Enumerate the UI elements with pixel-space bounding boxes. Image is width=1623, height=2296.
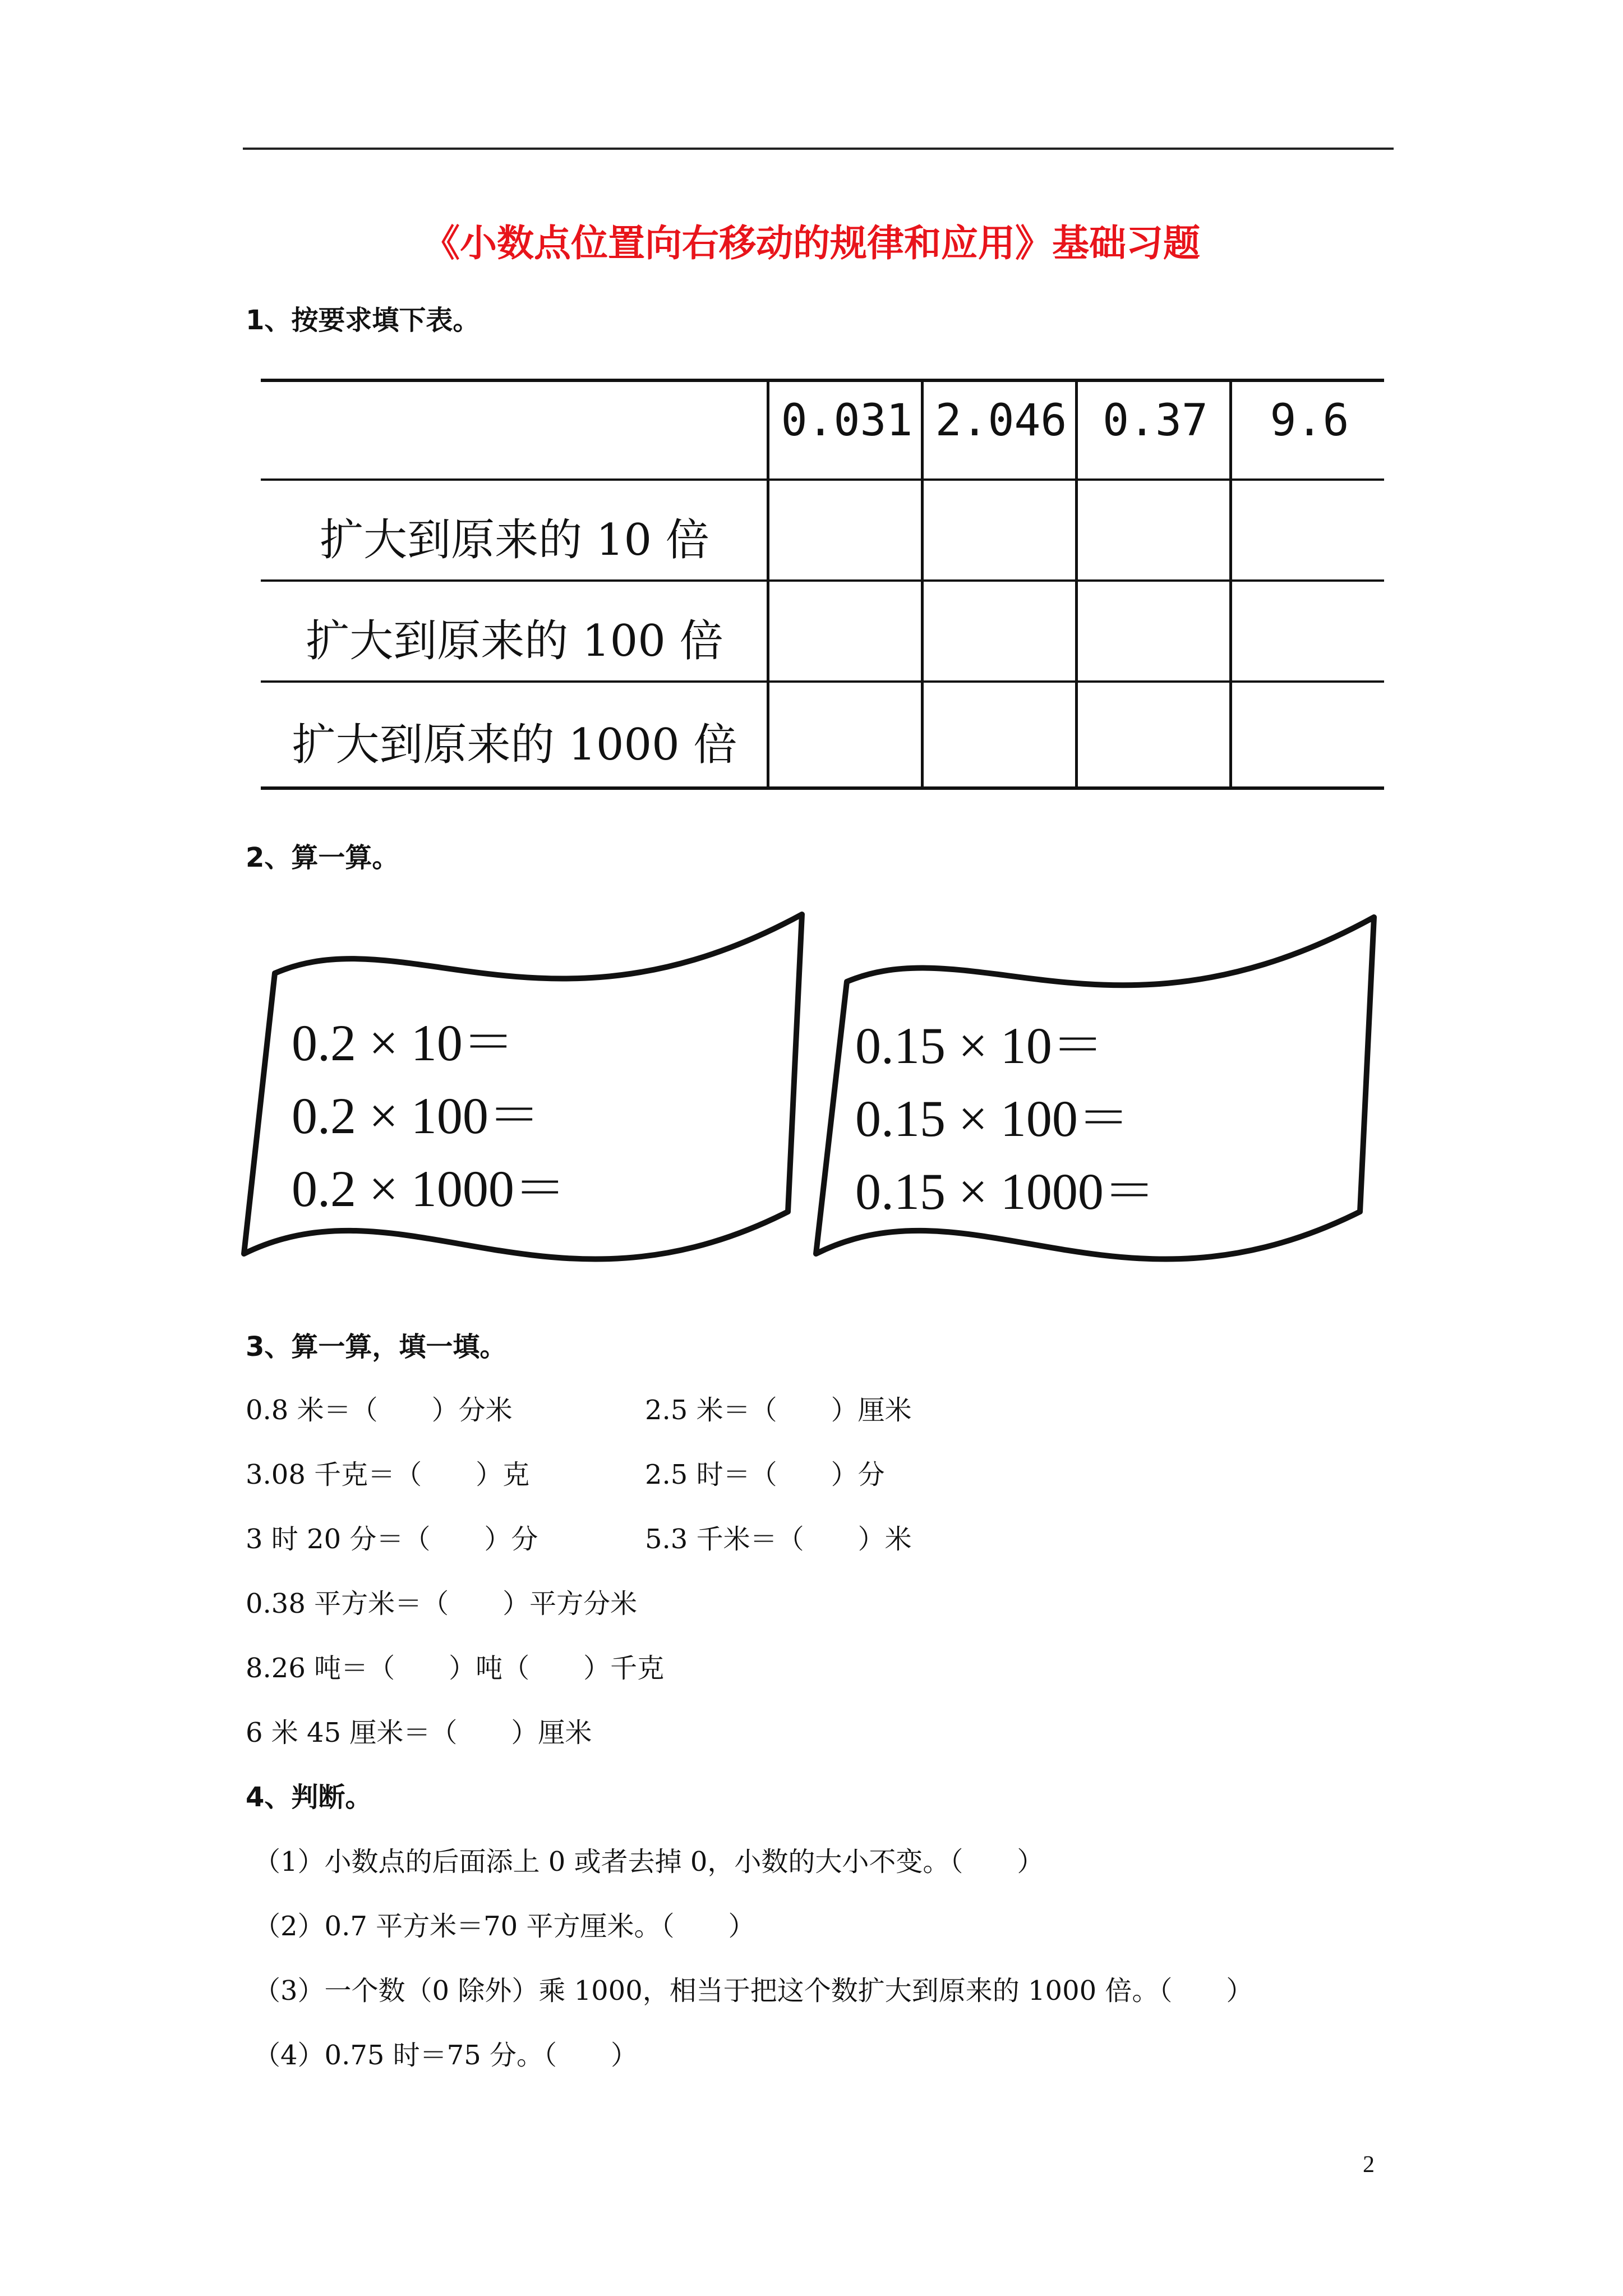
table-row-label: 扩大到原来的 1000 倍 [292,720,737,770]
judge-item: （2）0.7 平方米＝70 平方厘米。（ ） [253,1911,755,1942]
card-equation: 0.2 × 10＝ [292,1014,514,1071]
table-header-cell: 0.37 [1103,395,1208,446]
card-equation: 0.2 × 1000＝ [292,1160,566,1217]
q3-heading: 3、算一算，填一填。 [246,1331,507,1363]
calc-card-left [236,906,819,1265]
conversion-table [261,379,1384,790]
judge-item: （4）0.75 时＝75 分。（ ） [253,2040,638,2071]
fill-item: 8.26 吨＝（ ）吨（ ）千克 [246,1653,665,1684]
fill-item: 3 时 20 分＝（ ）分 [246,1524,538,1555]
judge-item: （1）小数点的后面添上 0 或者去掉 0，小数的大小不变。（ ） [253,1846,1044,1878]
fill-item: 0.38 平方米＝（ ）平方分米 [246,1588,638,1619]
judge-item: （3）一个数（0 除外）乘 1000，相当于把这个数扩大到原来的 1000 倍。（ ） [253,1975,1253,2007]
card-equation: 0.15 × 10＝ [855,1017,1104,1074]
fill-item: 6 米 45 厘米＝（ ）厘米 [246,1717,592,1749]
card-equation: 0.2 × 100＝ [292,1087,540,1144]
table-header-cell: 0.031 [781,395,913,446]
fill-item: 2.5 米＝（ ）厘米 [645,1395,912,1426]
fill-item: 5.3 千米＝（ ）米 [645,1524,912,1555]
page-title: 《小数点位置向右移动的规律和应用》基础习题 [423,222,1200,265]
table-row-divider [261,579,1384,582]
calc-card-right [805,906,1388,1265]
fill-item: 0.8 米＝（ ）分米 [246,1395,513,1426]
page-number: 2 [1363,2152,1375,2178]
q2-heading: 2、算一算。 [246,842,399,873]
fill-item: 3.08 千克＝（ ）克 [246,1459,530,1490]
table-row-label: 扩大到原来的 10 倍 [320,515,709,565]
table-row-divider [261,680,1384,683]
card-equation: 0.15 × 1000＝ [855,1163,1155,1220]
header-rule [243,148,1394,150]
q1-heading: 1、按要求填下表。 [246,305,480,336]
table-row-divider [261,478,1384,481]
card-equation: 0.15 × 100＝ [855,1090,1129,1147]
table-header-cell: 2.046 [935,395,1067,446]
fill-item: 2.5 时＝（ ）分 [645,1459,885,1490]
q4-heading: 4、判断。 [246,1782,372,1813]
table-header-cell: 9.6 [1270,395,1349,446]
table-top-border [261,379,1384,382]
table-row-label: 扩大到原来的 100 倍 [306,616,723,666]
table-bottom-border [261,786,1384,790]
